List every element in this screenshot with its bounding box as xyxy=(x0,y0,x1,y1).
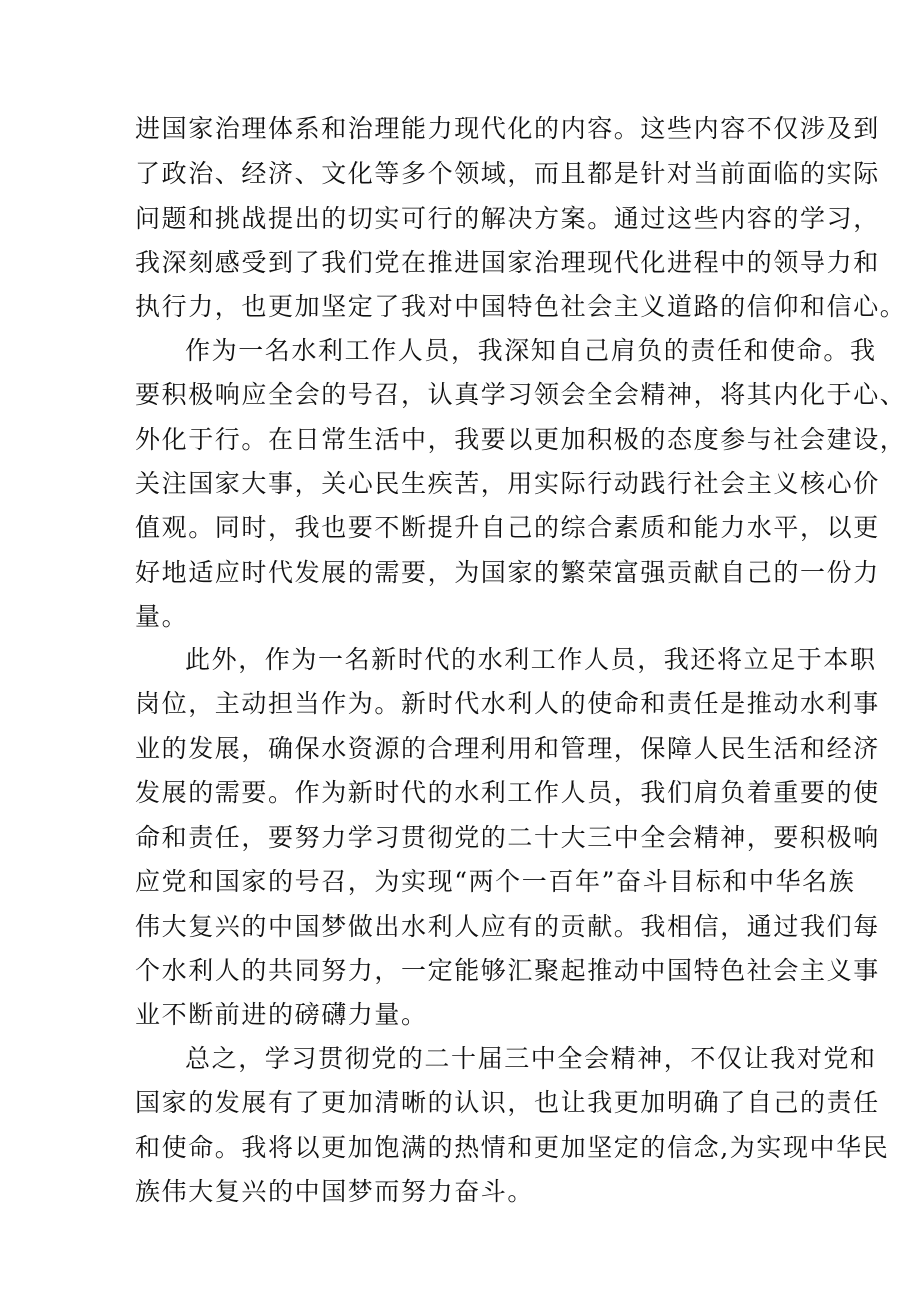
paragraph-3-line-5: 命和责任，要努力学习贯彻党的二十大三中全会精神，要积极响 xyxy=(135,823,880,852)
paragraph-3-line-4: 发展的需要。作为新时代的水利工作人员，我们肩负着重要的使 xyxy=(135,778,880,807)
paragraph-3-line-7: 伟大复兴的中国梦做出水利人应有的贡献。我相信，通过我们每 xyxy=(135,912,880,941)
paragraph-3-line-2: 岗位，主动担当作为。新时代水利人的使命和责任是推动水利事 xyxy=(135,689,880,718)
paragraph-4-line-4: 族伟大复兴的中国梦而努力奋斗。 xyxy=(135,1177,535,1206)
paragraph-3-line-9: 业不断前进的磅礴力量。 xyxy=(135,1000,428,1029)
paragraph-2-line-4: 关注国家大事，关心民生疾苦，用实际行动践行社会主义核心价 xyxy=(135,469,880,498)
paragraph-3-line-8: 个水利人的共同努力，一定能够汇聚起推动中国特色社会主义事 xyxy=(135,956,880,985)
paragraph-2-line-5: 值观。同时，我也要不断提升自己的综合素质和能力水平，以更 xyxy=(135,513,880,542)
paragraph-1-line-2: 了政治、经济、文化等多个领域，而且都是针对当前面临的实际 xyxy=(135,159,880,188)
paragraph-1-line-4: 我深刻感受到了我们党在推进国家治理现代化进程中的领导力和 xyxy=(135,248,880,277)
paragraph-2-line-1: 作为一名水利工作人员，我深知自己肩负的责任和使命。我 xyxy=(185,336,877,365)
paragraph-1-line-3: 问题和挑战提出的切实可行的解决方案。通过这些内容的学习， xyxy=(135,204,880,233)
paragraph-4-line-1: 总之，学习贯彻党的二十届三中全会精神，不仅让我对党和 xyxy=(185,1044,877,1073)
paragraph-3-line-3: 业的发展，确保水资源的合理利用和管理，保障人民生活和经济 xyxy=(135,734,880,763)
paragraph-3-line-1: 此外，作为一名新时代的水利工作人员，我还将立足于本职 xyxy=(185,645,877,674)
paragraph-4-line-3: 和使命。我将以更加饱满的热情和更加坚定的信念,为实现中华民 xyxy=(135,1133,890,1162)
paragraph-3-line-6: 应党和国家的号召，为实现“两个一百年”奋斗目标和中华名族 xyxy=(135,867,856,896)
paragraph-1-line-1: 进国家治理体系和治理能力现代化的内容。这些内容不仅涉及到 xyxy=(135,114,880,143)
paragraph-2-line-3: 外化于行。在日常生活中，我要以更加积极的态度参与社会建设， xyxy=(135,425,907,454)
paragraph-1-line-5: 执行力，也更加坚定了我对中国特色社会主义道路的信仰和信心。 xyxy=(135,292,907,321)
paragraph-2-line-2: 要积极响应全会的号召，认真学习领会全会精神，将其内化于心、 xyxy=(135,380,907,409)
paragraph-2-line-6: 好地适应时代发展的需要，为国家的繁荣富强贡献自己的一份力 xyxy=(135,558,880,587)
paragraph-4-line-2: 国家的发展有了更加清晰的认识，也让我更加明确了自己的责任 xyxy=(135,1088,880,1117)
paragraph-2-line-7: 量。 xyxy=(135,602,189,631)
